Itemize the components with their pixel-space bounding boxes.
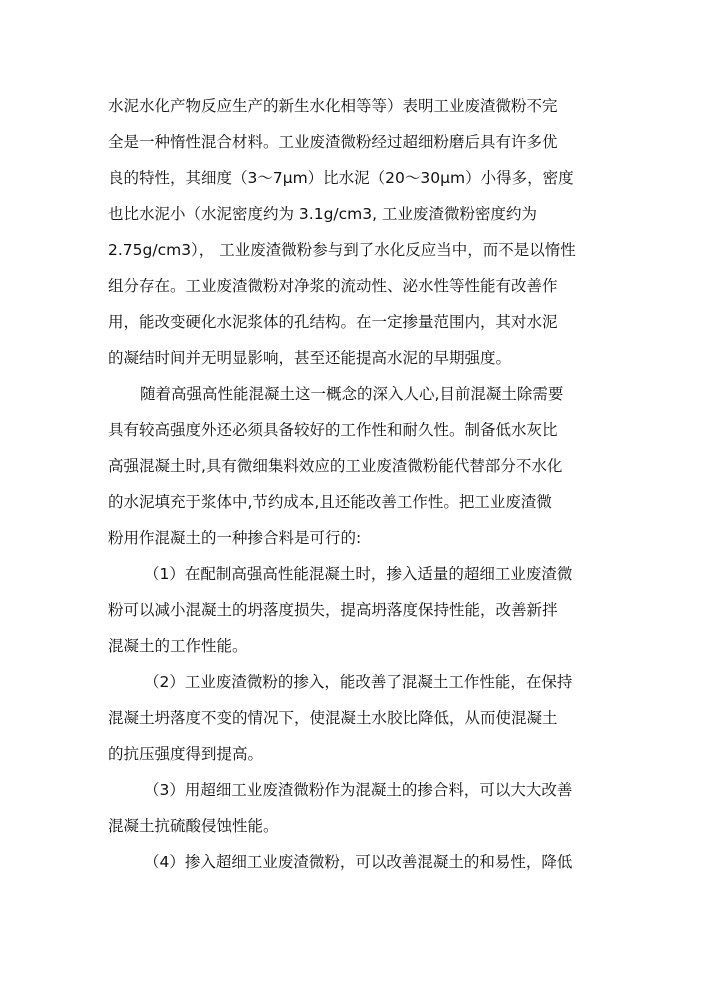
text-line: 混凝土的工作性能。 (108, 637, 248, 655)
text-line: 混凝土抗硫酸侵蚀性能。 (108, 817, 279, 835)
text-line: 全是一种惰性混合材料。工业废渣微粉经过超细粉磨后具有许多优 (108, 133, 558, 151)
text-line: 水泥水化产物反应生产的新生水化相等等）表明工业废渣微粉不完 (108, 97, 558, 115)
text-line: 的水泥填充于浆体中,节约成本,且还能改善工作性。把工业废渣微 (108, 493, 552, 511)
list-item-1: （1）在配制高强高性能混凝土时，掺入适量的超细工业废渣微 (144, 565, 573, 583)
text-line: 混凝土坍落度不变的情况下，使混凝土水胶比降低，从而使混凝土 (108, 709, 558, 727)
text-line: 粉用作混凝土的一种掺合料是可行的: (108, 529, 362, 547)
text-line: 良的特性，其细度（3～7μm）比水泥（20～30μm）小得多，密度 (108, 169, 574, 187)
list-item-3: （3）用超细工业废渣微粉作为混凝土的掺合料，可以大大改善 (144, 781, 573, 799)
list-item-4: （4）掺入超细工业废渣微粉，可以改善混凝土的和易性，降低 (144, 853, 573, 871)
text-line: 用，能改变硬化水泥浆体的孔结构。在一定掺量范围内，其对水泥 (108, 313, 558, 331)
text-line: 组分存在。工业废渣微粉对净浆的流动性、泌水性等性能有改善作 (108, 277, 558, 295)
text-line: 2.75g/cm3）， 工业废渣微粉参与到了水化反应当中，而不是以惰性 (108, 241, 576, 259)
text-line: 高强混凝土时,具有微细集料效应的工业废渣微粉能代替部分不水化 (108, 457, 563, 475)
text-line: 具有较高强度外还必须具备较好的工作性和耐久性。制备低水灰比 (108, 421, 558, 439)
list-item-2: （2）工业废渣微粉的掺入，能改善了混凝土工作性能，在保持 (144, 673, 573, 691)
text-line: 也比水泥小（水泥密度约为 3.1g/cm3, 工业废渣微粉密度约为 (108, 205, 537, 223)
paragraph-first-line: 随着高强高性能混凝土这一概念的深入人心,目前混凝土除需要 (140, 385, 564, 403)
text-line: 粉可以减小混凝土的坍落度损失，提高坍落度保持性能，改善新拌 (108, 601, 558, 619)
text-line: 的抗压强度得到提高。 (108, 745, 264, 763)
body-text (108, 88, 598, 880)
text-line: 的凝结时间并无明显影响，甚至还能提高水泥的早期强度。 (108, 349, 512, 367)
